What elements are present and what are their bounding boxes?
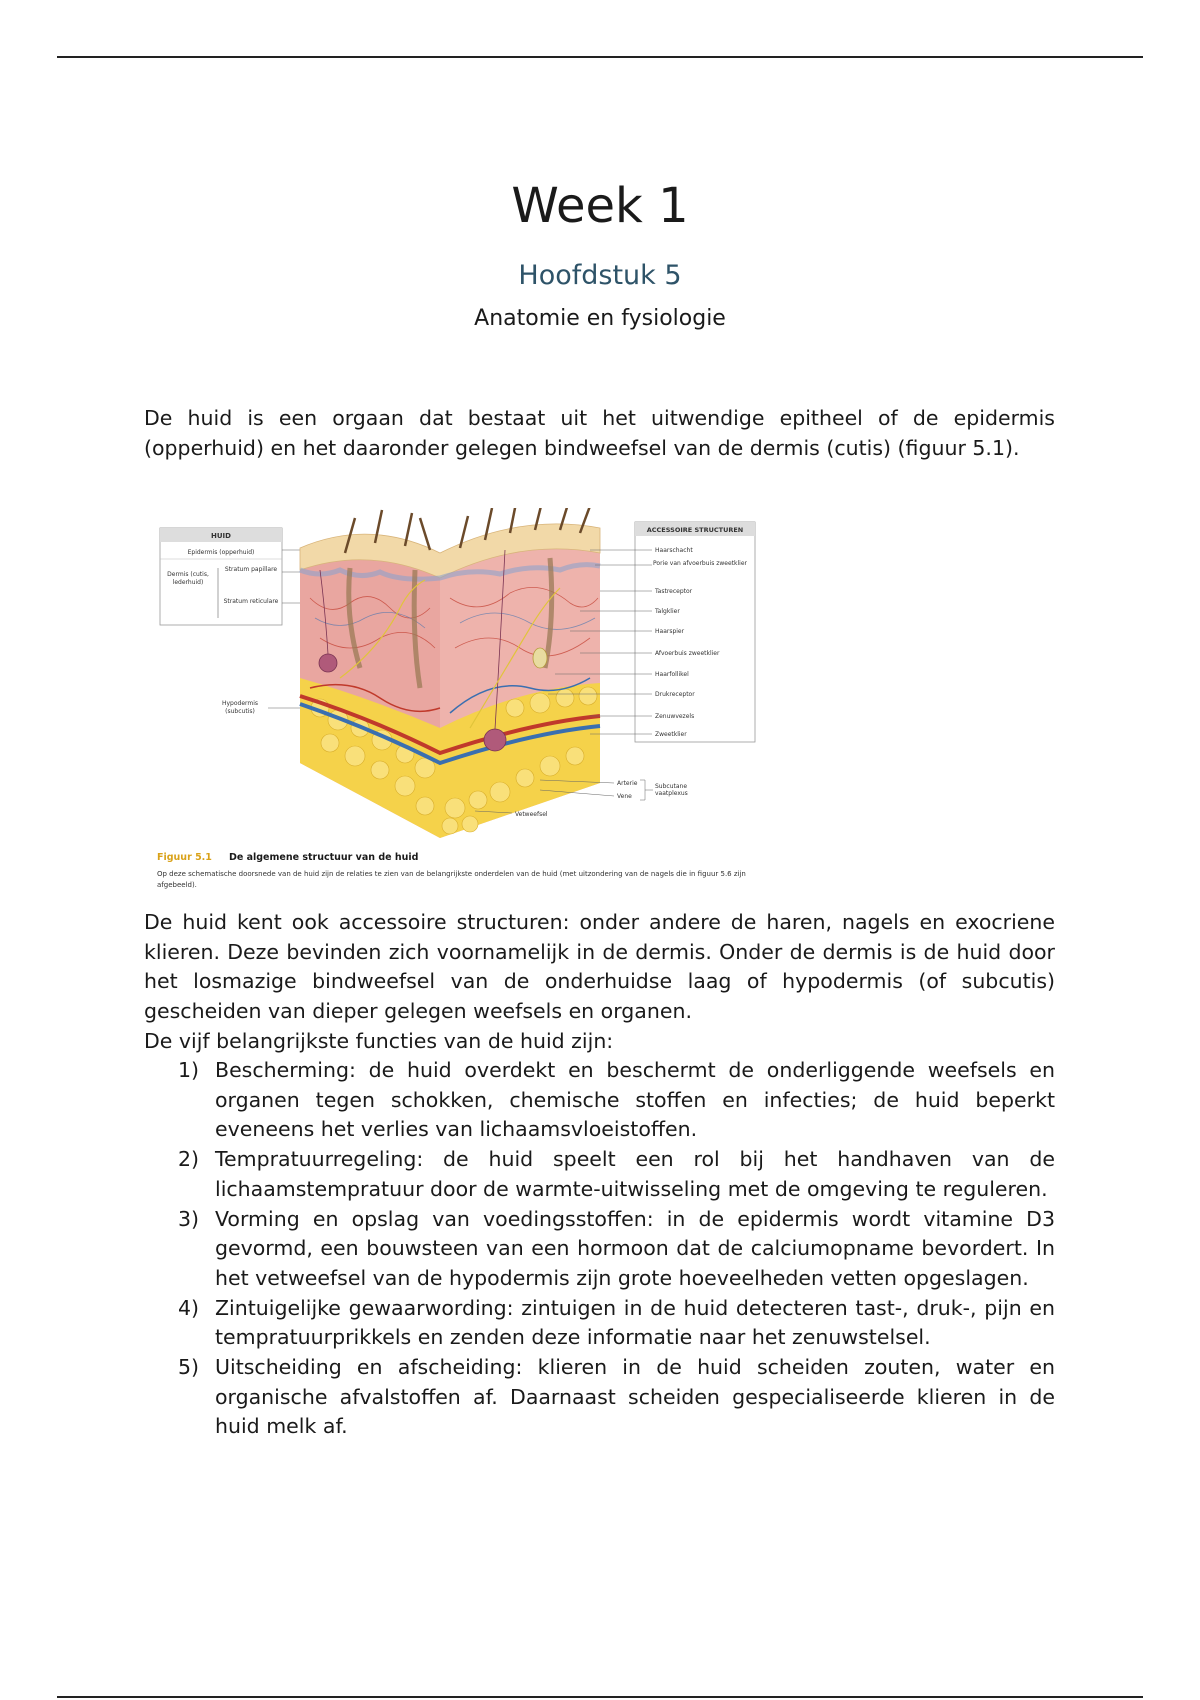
list-text: Tempratuurregeling: de huid speelt een rol bij het handhaven van de lichaamstempratuur door de warmte-uitwisseling met de omgeving te reguleren.: [215, 1147, 1055, 1201]
figure-caption: [157, 852, 777, 891]
label-hypodermis: Hypodermis (subcutis): [221, 700, 259, 715]
right-box-title: ACCESSOIRE STRUCTUREN: [646, 526, 744, 534]
list-item: [144, 1056, 1055, 1145]
accessory-text: De huid kent ook accessoire structuren: onder andere de haren, nagels en exocriene klieren. Deze bevinden zich voornamelijk in de dermis. Onder de dermis is de huid door het losmazige bindweefsel van de onderhuidse laag of hypodermis (of subcutis) gescheiden van dieper gelegen weefsels en organen.: [144, 910, 1055, 1024]
list-number: 5): [178, 1355, 200, 1380]
functions-list: [144, 1056, 1055, 1442]
label-drukreceptor: Drukreceptor: [655, 691, 695, 698]
list-number: 1): [178, 1058, 200, 1082]
list-text: Uitscheiding en afscheiding: klieren in de huid scheiden zouten, water en organische afvalstoffen af. Daarnaast scheiden gespecialiseerde klieren in de huid melk af.: [215, 1355, 1055, 1439]
label-stratum-reticulare: Stratum reticulare: [223, 598, 279, 605]
list-number: 4): [178, 1295, 200, 1320]
functions-intro: De vijf belangrijkste functies van de huid zijn:: [144, 1028, 614, 1053]
list-item: [144, 1294, 1055, 1353]
list-text: Zintuigelijke gewaarwording: zintuigen in de huid detecteren tast-, druk-, pijn en tempratuurprikkels en zenden deze informatie naar het zenuwstelsel.: [215, 1295, 1055, 1350]
figure-caption-description: Op deze schematische doorsnede van de huid zijn de relaties te zien van de belangrijkste onderdelen van de huid (met uitzondering van de nagels die in figuur 5.6 zijn afgebeeld).: [157, 870, 746, 889]
list-number: 2): [178, 1147, 200, 1172]
label-epidermis: Epidermis (opperhuid): [187, 549, 255, 556]
label-vaatplexus: Subcutane vaatplexus: [655, 783, 688, 797]
label-tastreceptor: Tastreceptor: [655, 588, 693, 595]
label-stratum-papillare: Stratum papillare: [224, 566, 278, 573]
chapter-heading: Hoofdstuk 5: [518, 260, 682, 291]
page-title: Week 1: [511, 178, 689, 234]
label-porie: Porie van afvoerbuis zweetklier: [653, 560, 747, 567]
label-zweetklier: Zweetklier: [655, 731, 687, 738]
intro-paragraph: De huid is een orgaan dat bestaat uit het uitwendige epitheel of de epidermis (opperhuid) en het daaronder gelegen bindweefsel van de dermis (cutis) (figuur 5.1).: [144, 406, 1055, 460]
list-item: [144, 1353, 1055, 1442]
list-item: [144, 1205, 1055, 1294]
list-text: Vorming en opslag van voedingsstoffen: in de epidermis wordt vitamine D3 gevormd, een bouwsteen van een hormoon dat de calciumopname bevordert. In het vetweefsel van de hypodermis zijn grote hoeveelheden vetten opgeslagen.: [215, 1206, 1055, 1290]
accessory-paragraph: [144, 908, 1055, 1057]
subtitle: Anatomie en fysiologie: [474, 306, 726, 331]
list-text: Bescherming: de huid overdekt en beschermt de onderliggende weefsels en organen tegen schokken, chemische stoffen en infecties; de huid beperkt eveneens het verlies van lichaamsvloeistoffen.: [215, 1058, 1055, 1142]
skin-structure-figure: [150, 508, 760, 898]
label-vene: Vene: [617, 793, 632, 800]
left-box-title: HUID: [211, 532, 231, 540]
label-haarspier: Haarspier: [655, 628, 685, 635]
label-talgklier: Talgklier: [655, 608, 680, 615]
label-zenuwvezels: Zenuwvezels: [655, 713, 695, 720]
label-haarfollikel: Haarfollikel: [655, 671, 689, 678]
list-item: [144, 1145, 1055, 1204]
top-rule: [57, 56, 1143, 58]
label-haarschacht: Haarschacht: [655, 547, 693, 554]
label-arterie: Arterie: [617, 780, 638, 787]
label-afvoerbuis: Afvoerbuis zweetklier: [655, 650, 720, 657]
label-vetweefsel: Vetweefsel: [515, 811, 548, 818]
label-dermis: Dermis (cutis, lederhuid): [167, 571, 209, 586]
bottom-rule: [57, 1696, 1143, 1698]
figure-caption-label: Figuur 5.1: [157, 852, 212, 863]
list-number: 3): [178, 1206, 200, 1231]
figure-caption-title: De algemene structuur van de huid: [228, 852, 419, 863]
